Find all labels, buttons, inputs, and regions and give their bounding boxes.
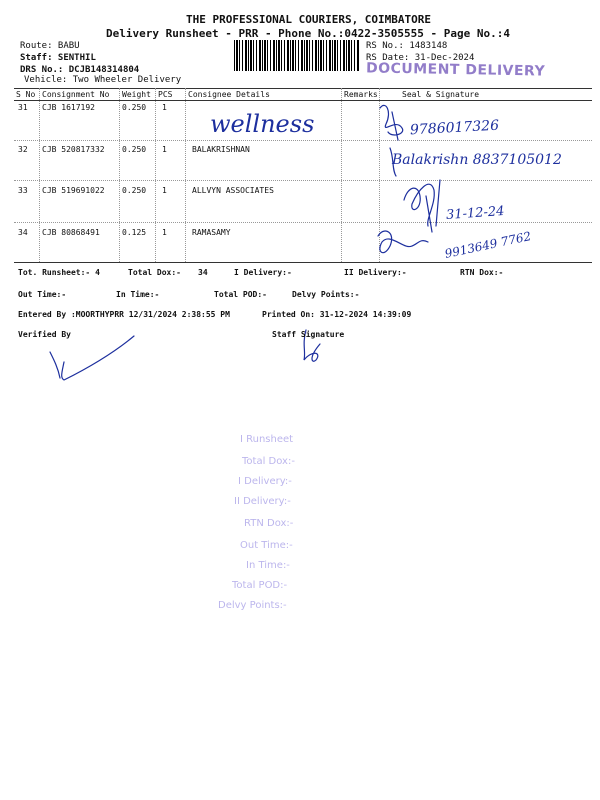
signature-row31	[380, 105, 403, 140]
faint-stamp-line: In Time:-	[246, 560, 290, 571]
faint-stamp-line: Out Time:-	[240, 540, 293, 551]
ii-delivery: II Delivery:-	[344, 268, 407, 277]
col-consignment: Consignment No	[42, 90, 110, 99]
in-time: In Time:-	[116, 290, 160, 299]
col-sno: S No	[16, 90, 36, 99]
total-dox-label: Total Dox:-	[128, 268, 181, 277]
faint-stamp-line: Total POD:-	[232, 580, 288, 591]
row-weight: 0.250	[122, 145, 147, 154]
verified-signature	[50, 336, 134, 380]
row-sno: 34	[18, 228, 28, 237]
row-pcs: 1	[162, 186, 167, 195]
col-weight: Weight	[122, 90, 151, 99]
staff-label: Staff: SENTHIL	[20, 53, 96, 63]
handwritten-consignee-row31: wellness	[210, 110, 315, 138]
handwritten-note-row32: Balakrishn 8837105012	[392, 152, 562, 168]
entered-by: Entered By :MOORTHYPRR 12/31/2024 2:38:55 PM	[18, 310, 230, 319]
row-weight: 0.250	[122, 186, 147, 195]
total-pod: Total POD:-	[214, 290, 267, 299]
faint-stamp-line: I Runsheet	[240, 434, 294, 445]
col-seal-signature: Seal & Signature	[402, 90, 480, 99]
vehicle-label: Vehicle: Two Wheeler Delivery	[24, 75, 182, 85]
faint-stamp-line: II Delivery:-	[234, 496, 291, 507]
handwritten-phone-row34: 9913649 7762	[443, 229, 533, 261]
row-pcs: 1	[162, 103, 167, 112]
faint-stamp-line: I Delivery:-	[238, 476, 292, 487]
row-pcs: 1	[162, 145, 167, 154]
tot-runsheet: Tot. Runsheet:- 4	[18, 268, 100, 277]
rs-date: RS Date: 31-Dec-2024	[366, 53, 475, 63]
company-name: THE PROFESSIONAL COURIERS, COIMBATORE	[186, 13, 432, 26]
faint-stamp-line: RTN Dox:-	[244, 518, 294, 529]
row-consignment: CJB 80868491	[42, 228, 100, 237]
row-consignee: RAMASAMY	[192, 228, 231, 237]
staff-signature-label: Staff Signature	[272, 330, 345, 339]
runsheet-title: Delivery Runsheet - PRR - Phone No.:0422-3505555 - Page No.:4	[106, 27, 510, 40]
route-label: Route: BABU	[20, 41, 80, 51]
faint-stamp-line: Total Dox:-	[242, 456, 295, 467]
row-consignee: BALAKRISHNAN	[192, 145, 250, 154]
delvy-points: Delvy Points:-	[292, 290, 360, 299]
handwritten-phone-row31: 9786017326	[409, 117, 500, 139]
drs-number: DRS No.: DCJB148314804	[20, 65, 140, 75]
out-time: Out Time:-	[18, 290, 67, 299]
row-consignment: CJB 519691022	[42, 186, 105, 195]
printed-on: Printed On: 31-12-2024 14:39:09	[262, 310, 412, 319]
rtn-dox: RTN Dox:-	[460, 268, 504, 277]
col-consignee: Consignee Details	[188, 90, 270, 99]
document-delivery-stamp: DOCUMENT DELIVERY	[365, 60, 546, 80]
signature-row34	[378, 231, 428, 253]
row-sno: 31	[18, 103, 28, 112]
i-delivery: I Delivery:-	[234, 268, 292, 277]
row-pcs: 1	[162, 228, 167, 237]
handwritten-date-row33: 31-12-24	[445, 203, 505, 224]
verified-by-label: Verified By	[18, 330, 71, 339]
row-consignee: ALLVYN ASSOCIATES	[192, 186, 274, 195]
row-weight: 0.125	[122, 228, 147, 237]
col-pcs: PCS	[158, 90, 173, 99]
row-weight: 0.250	[122, 103, 147, 112]
col-remarks: Remarks	[344, 90, 378, 99]
row-sno: 32	[18, 145, 28, 154]
row-consignment: CJB 520817332	[42, 145, 105, 154]
rs-number: RS No.: 1483148	[366, 41, 448, 51]
signature-row33	[404, 180, 440, 232]
faint-stamp-line: Delvy Points:-	[218, 600, 287, 611]
row-consignment: CJB 1617192	[42, 103, 95, 112]
row-sno: 33	[18, 186, 28, 195]
total-dox-value: 34	[198, 268, 208, 277]
